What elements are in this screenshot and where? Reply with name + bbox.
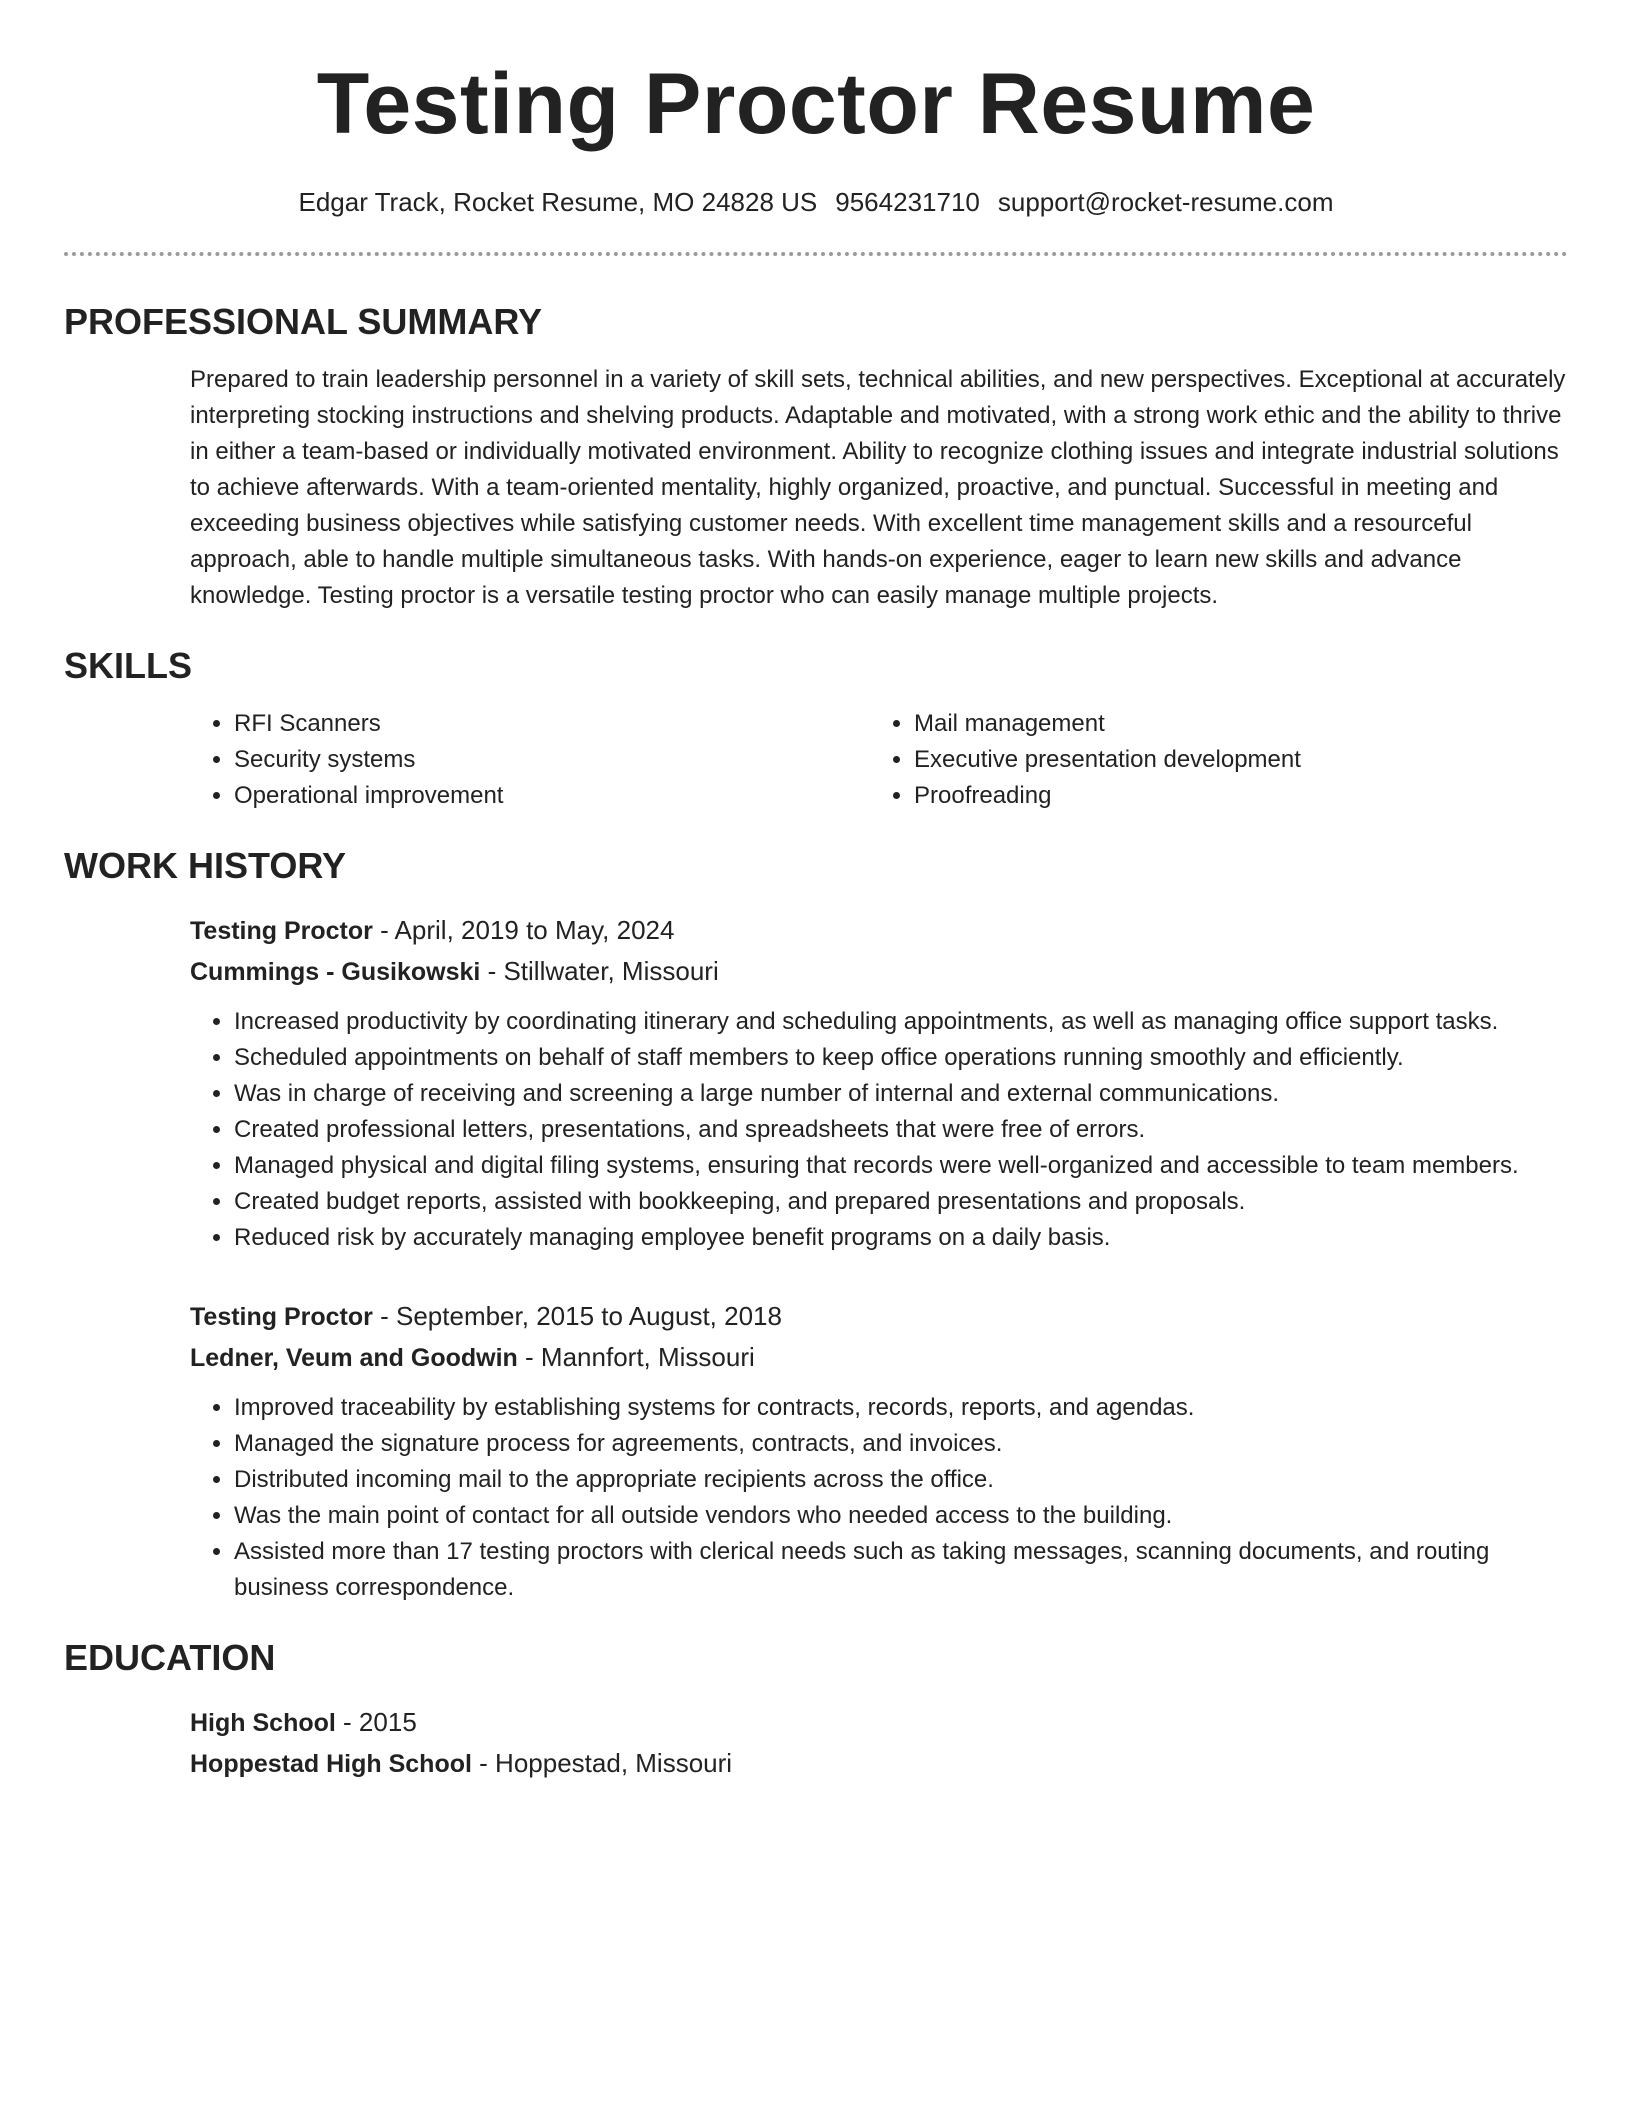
education-school: Hoppestad High School bbox=[190, 1750, 472, 1778]
skill-item: • Proofreading bbox=[914, 778, 1568, 814]
job-bullet: • Reduced risk by accurately managing employee benefit programs on a daily basis. bbox=[234, 1220, 1568, 1256]
job-entry bbox=[190, 910, 1568, 1256]
skills-grid bbox=[190, 706, 1568, 814]
education-section bbox=[64, 1636, 1568, 1784]
job-dates: - September, 2015 to August, 2018 bbox=[372, 1301, 782, 1331]
job-company: Cummings - Gusikowski bbox=[190, 958, 481, 986]
education-location: - Hoppestad, Missouri bbox=[471, 1748, 733, 1778]
job-bullet: • Was in charge of receiving and screening a large number of internal and external communications. bbox=[234, 1076, 1568, 1112]
job-entry bbox=[190, 1296, 1568, 1606]
summary-heading: PROFESSIONAL SUMMARY bbox=[64, 301, 543, 342]
job-company: Ledner, Veum and Goodwin bbox=[190, 1344, 518, 1372]
header-divider bbox=[64, 252, 1568, 256]
work-section bbox=[64, 844, 1568, 1606]
job-bullet: • Assisted more than 17 testing proctors with clerical needs such as taking messages, scanning documents, and routing business correspondence. bbox=[234, 1534, 1568, 1606]
job-title-line bbox=[190, 1296, 1568, 1337]
skill-item: • Operational improvement bbox=[234, 778, 870, 814]
education-school-line bbox=[190, 1743, 1568, 1784]
job-bullet: • Managed physical and digital filing systems, ensuring that records were well-organized and accessible to team members. bbox=[234, 1148, 1568, 1184]
contact-phone: 9564231710 bbox=[835, 187, 980, 217]
job-company-line bbox=[190, 951, 1568, 992]
job-bullet: • Created budget reports, assisted with bookkeeping, and prepared presentations and proposals. bbox=[234, 1184, 1568, 1220]
contact-line bbox=[64, 186, 1568, 218]
job-dates: - April, 2019 to May, 2024 bbox=[372, 915, 675, 945]
job-bullet: • Managed the signature process for agreements, contracts, and invoices. bbox=[234, 1426, 1568, 1462]
job-company-line bbox=[190, 1337, 1568, 1378]
contact-email: support@rocket-resume.com bbox=[997, 187, 1334, 217]
job-bullet: • Improved traceability by establishing systems for contracts, records, reports, and agendas. bbox=[234, 1390, 1568, 1426]
education-heading: EDUCATION bbox=[64, 1637, 276, 1678]
summary-text: Prepared to train leadership personnel in a variety of skill sets, technical abilities, and new perspectives. Exceptional at accurately interpreting stocking instructions and shelving products. Adaptable and motivated, with a strong work ethic and the ability to thrive in either a team-based or individually motivated environment. Ability to recognize clothing issues and integrate industrial solutions to achieve afterwards. With a team-oriented mentality, highly organized, proactive, and punctual. Successful in meeting and exceeding business objectives while satisfying customer needs. With excellent time management skills and a resourceful approach, able to handle multiple simultaneous tasks. With hands-on experience, eager to learn new skills and advance knowledge. Testing proctor is a versatile testing proctor who can easily manage multiple projects. bbox=[190, 366, 1566, 609]
job-bullet: • Created professional letters, presentations, and spreadsheets that were free of errors. bbox=[234, 1112, 1568, 1148]
resume-header bbox=[64, 0, 1568, 218]
job-position: Testing Proctor bbox=[190, 1303, 373, 1331]
work-heading: WORK HISTORY bbox=[64, 845, 347, 886]
job-bullet: • Was the main point of contact for all outside vendors who needed access to the building. bbox=[234, 1498, 1568, 1534]
job-bullets bbox=[190, 1004, 1568, 1256]
skills-heading: SKILLS bbox=[64, 645, 193, 686]
summary-section bbox=[64, 300, 1568, 614]
skill-item: • Mail management bbox=[914, 706, 1568, 742]
job-location: - Mannfort, Missouri bbox=[517, 1342, 755, 1372]
education-degree-line bbox=[190, 1702, 1568, 1743]
education-degree: High School bbox=[190, 1709, 336, 1737]
contact-address: Edgar Track, Rocket Resume, MO 24828 US bbox=[298, 187, 818, 217]
skill-item: • RFI Scanners bbox=[234, 706, 870, 742]
job-title-line bbox=[190, 910, 1568, 951]
resume-title: Testing Proctor Resume bbox=[316, 56, 1316, 152]
job-location: - Stillwater, Missouri bbox=[480, 956, 719, 986]
job-position: Testing Proctor bbox=[190, 917, 373, 945]
skill-item: • Security systems bbox=[234, 742, 870, 778]
skill-item: • Executive presentation development bbox=[914, 742, 1568, 778]
skills-list-left bbox=[190, 706, 870, 814]
skills-section bbox=[64, 644, 1568, 814]
job-bullets bbox=[190, 1390, 1568, 1606]
education-year: - 2015 bbox=[335, 1707, 417, 1737]
job-bullet: • Increased productivity by coordinating itinerary and scheduling appointments, as well as managing office support tasks. bbox=[234, 1004, 1568, 1040]
education-entry bbox=[190, 1702, 1568, 1784]
skills-list-right bbox=[870, 706, 1568, 814]
job-bullet: • Distributed incoming mail to the appropriate recipients across the office. bbox=[234, 1462, 1568, 1498]
job-bullet: • Scheduled appointments on behalf of staff members to keep office operations running smoothly and efficiently. bbox=[234, 1040, 1568, 1076]
